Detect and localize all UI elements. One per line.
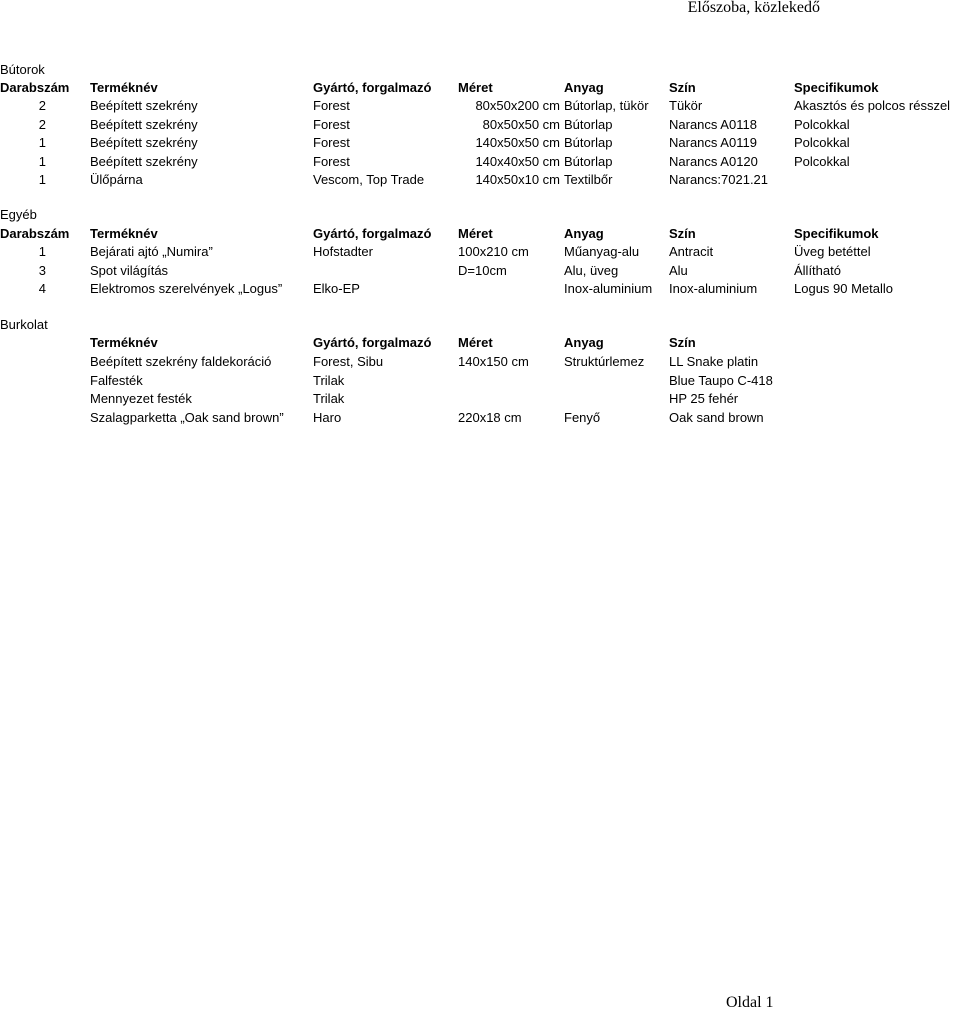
header-color: Szín: [669, 335, 696, 350]
section-title-butorok: Bútorok: [0, 62, 45, 77]
header-manufacturer: Gyártó, forgalmazó: [313, 80, 432, 95]
cell-manufacturer: Trilak: [313, 373, 345, 388]
cell-manufacturer: Vescom, Top Trade: [313, 172, 425, 187]
header-manufacturer: Gyártó, forgalmazó: [313, 335, 432, 350]
cell-size: 140x150 cm: [458, 354, 529, 369]
cell-quantity: 3: [38, 263, 46, 278]
table-row: [0, 262, 960, 280]
cell-quantity: 1: [38, 172, 46, 187]
header-size: Méret: [458, 226, 493, 241]
cell-size: 100x210 cm: [458, 244, 529, 259]
cell-specifics: Állítható: [794, 263, 841, 278]
page-number: Oldal 1: [726, 994, 774, 1011]
cell-specifics: Polcokkal: [794, 135, 850, 150]
cell-material: Struktúrlemez: [564, 354, 645, 369]
cell-color: Tükör: [669, 98, 703, 113]
cell-product-name: Falfesték: [90, 373, 143, 388]
cell-quantity: 2: [38, 98, 46, 113]
table-header-row: [0, 334, 960, 352]
cell-material: Bútorlap, tükör: [564, 98, 649, 113]
cell-color: Inox-aluminium: [669, 281, 758, 296]
header-product-name: Terméknév: [90, 335, 158, 350]
cell-material: Bútorlap: [564, 154, 613, 169]
cell-specifics: Üveg betéttel: [794, 244, 871, 259]
header-product-name: Terméknév: [90, 226, 158, 241]
cell-material: Bútorlap: [564, 135, 613, 150]
header-color: Szín: [669, 226, 696, 241]
cell-size: 80x50x200 cm: [475, 98, 560, 113]
cell-product-name: Beépített szekrény faldekoráció: [90, 354, 272, 369]
cell-product-name: Beépített szekrény: [90, 135, 198, 150]
cell-color: LL Snake platin: [669, 354, 759, 369]
cell-quantity: 4: [38, 281, 46, 296]
cell-material: Fenyő: [564, 410, 601, 425]
cell-manufacturer: Hofstadter: [313, 244, 373, 259]
header-specifics: Specifikumok: [794, 226, 879, 241]
table-row: [0, 134, 960, 152]
table-row: [0, 390, 960, 408]
table-row: [0, 97, 960, 115]
cell-size: D=10cm: [458, 263, 507, 278]
cell-color: Narancs A0118: [669, 117, 757, 132]
cell-product-name: Bejárati ajtó „Numira”: [90, 244, 213, 259]
cell-quantity: 1: [38, 154, 46, 169]
cell-specifics: Akasztós és polcos résszel: [794, 98, 951, 113]
table-row: [0, 153, 960, 171]
cell-product-name: Spot világítás: [90, 263, 169, 278]
cell-color: Alu: [669, 263, 688, 278]
cell-specifics: Polcokkal: [794, 117, 850, 132]
cell-manufacturer: Forest, Sibu: [313, 354, 384, 369]
header-manufacturer: Gyártó, forgalmazó: [313, 226, 432, 241]
cell-material: Inox-aluminium: [564, 281, 653, 296]
cell-color: Narancs A0120: [669, 154, 758, 169]
cell-size: 140x50x50 cm: [475, 135, 560, 150]
cell-color: Blue Taupo C-418: [669, 373, 773, 388]
table-row: [0, 171, 960, 189]
cell-color: Narancs A0119: [669, 135, 757, 150]
header-color: Szín: [669, 80, 696, 95]
table-row: [0, 372, 960, 390]
cell-color: Antracit: [669, 244, 714, 259]
cell-color: HP 25 fehér: [669, 391, 739, 406]
section-title-burkolat: Burkolat: [0, 317, 48, 332]
table-row: [0, 116, 960, 134]
header-material: Anyag: [564, 226, 604, 241]
cell-quantity: 2: [38, 117, 46, 132]
cell-product-name: Beépített szekrény: [90, 154, 198, 169]
cell-manufacturer: Forest: [313, 117, 350, 132]
cell-specifics: Polcokkal: [794, 154, 850, 169]
cell-manufacturer: Forest: [313, 98, 350, 113]
table-row: [0, 353, 960, 371]
table-header-row: [0, 225, 960, 243]
cell-manufacturer: Forest: [313, 135, 350, 150]
cell-manufacturer: Haro: [313, 410, 342, 425]
table-header-row: [0, 79, 960, 97]
cell-material: Műanyag-alu: [564, 244, 640, 259]
header-size: Méret: [458, 80, 493, 95]
cell-quantity: 1: [38, 135, 46, 150]
cell-material: Textilbőr: [564, 172, 613, 187]
table-row: [0, 280, 960, 298]
cell-product-name: Beépített szekrény: [90, 117, 198, 132]
cell-size: 220x18 cm: [458, 410, 522, 425]
cell-specifics: Logus 90 Metallo: [794, 281, 894, 296]
header-product-name: Terméknév: [90, 80, 158, 95]
cell-color: Narancs:7021.21: [669, 172, 769, 187]
cell-product-name: Elektromos szerelvények „Logus”: [90, 281, 283, 296]
cell-manufacturer: Forest: [313, 154, 350, 169]
header-quantity: Darabszám: [0, 80, 70, 95]
cell-product-name: Beépített szekrény: [90, 98, 198, 113]
page-title: Előszoba, közlekedő: [687, 0, 820, 16]
cell-product-name: Ülőpárna: [90, 172, 143, 187]
cell-size: 140x40x50 cm: [475, 154, 560, 169]
cell-manufacturer: Elko-EP: [313, 281, 360, 296]
cell-size: 80x50x50 cm: [482, 117, 560, 132]
cell-product-name: Mennyezet festék: [90, 391, 192, 406]
cell-material: Bútorlap: [564, 117, 613, 132]
cell-color: Oak sand brown: [669, 410, 764, 425]
cell-product-name: Szalagparketta „Oak sand brown”: [90, 410, 284, 425]
header-size: Méret: [458, 335, 493, 350]
cell-manufacturer: Trilak: [313, 391, 345, 406]
cell-quantity: 1: [38, 244, 46, 259]
table-row: [0, 409, 960, 427]
header-material: Anyag: [564, 335, 604, 350]
header-material: Anyag: [564, 80, 604, 95]
header-quantity: Darabszám: [0, 226, 70, 241]
section-title-egyeb: Egyéb: [0, 207, 37, 222]
cell-material: Alu, üveg: [564, 263, 619, 278]
header-specifics: Specifikumok: [794, 80, 879, 95]
cell-size: 140x50x10 cm: [475, 172, 560, 187]
table-row: [0, 243, 960, 261]
